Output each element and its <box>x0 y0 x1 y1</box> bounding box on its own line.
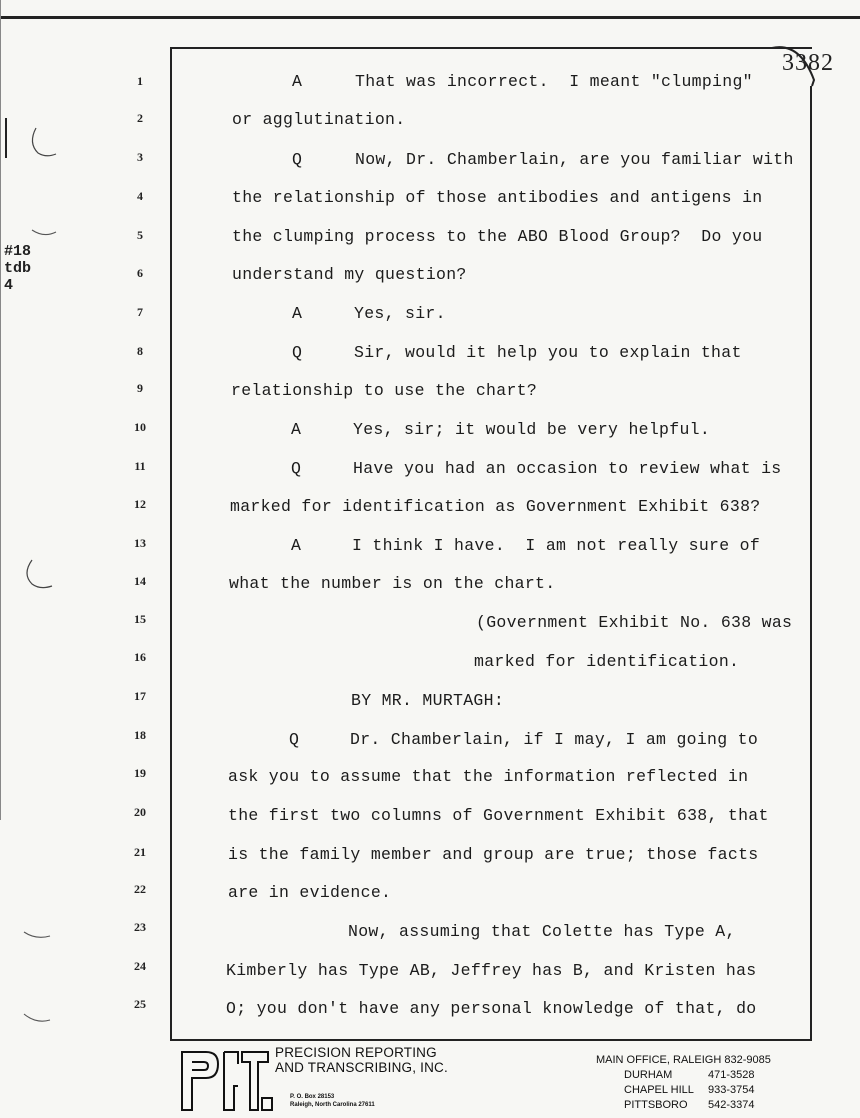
office-phone: 542-3374 <box>708 1099 755 1111</box>
office-name: CHAPEL HILL <box>624 1084 694 1096</box>
punch-mark-lower <box>20 922 60 942</box>
line-number: 10 <box>134 420 146 434</box>
punch-mark-middle <box>18 552 68 602</box>
transcript-line: Have you had an occasion to review what is <box>353 459 782 478</box>
line-number: 6 <box>137 266 143 280</box>
office-phone: 933-3754 <box>708 1084 755 1096</box>
transcript-line: Yes, sir. <box>354 304 446 323</box>
page-number: 3382 <box>782 50 834 76</box>
transcript-line: BY MR. MURTAGH: <box>351 691 505 710</box>
margin-note-line: #18 <box>4 243 32 260</box>
address-line: Raleigh, North Carolina 27611 <box>290 1102 375 1108</box>
left-edge-rule <box>0 0 1 820</box>
line-number: 1 <box>137 74 143 88</box>
line-number: 9 <box>137 381 143 395</box>
speaker-label: A <box>292 304 302 323</box>
transcript-line: ask you to assume that the information reflected in <box>228 767 749 786</box>
line-number: 2 <box>137 111 143 125</box>
line-number: 15 <box>134 612 146 626</box>
company-address <box>290 1093 375 1109</box>
office-row <box>596 1083 771 1098</box>
line-number: 25 <box>134 997 146 1011</box>
line-number: 23 <box>134 920 146 934</box>
speaker-label: A <box>291 420 301 439</box>
margin-note-line: tdb <box>4 260 32 277</box>
transcript-line: marked for identification. <box>474 652 740 671</box>
line-number: 24 <box>134 959 146 973</box>
line-number: 19 <box>134 766 146 780</box>
margin-note <box>4 243 31 294</box>
speaker-label: Q <box>291 459 301 478</box>
transcript-line: the first two columns of Government Exhibit 638, that <box>228 806 769 825</box>
left-margin-mark <box>5 118 7 158</box>
transcript-line: Sir, would it help you to explain that <box>354 343 742 362</box>
address-line: P. O. Box 28153 <box>290 1094 335 1100</box>
company-name <box>275 1045 448 1075</box>
punch-mark-top <box>18 118 68 168</box>
transcript-line: O; you don't have any personal knowledge of that, do <box>226 999 757 1018</box>
line-number: 17 <box>134 689 146 703</box>
transcript-line: are in evidence. <box>228 883 392 902</box>
office-row <box>596 1098 771 1113</box>
speaker-label: A <box>292 72 302 91</box>
line-number: 22 <box>134 882 146 896</box>
line-number: 7 <box>137 305 143 319</box>
transcript-line: (Government Exhibit No. 638 was <box>476 613 793 632</box>
office-row <box>596 1068 771 1083</box>
speaker-label: A <box>291 536 301 555</box>
line-number: 4 <box>137 189 143 203</box>
transcript-line: the relationship of those antibodies and antigens in <box>232 188 763 207</box>
line-number: 16 <box>134 650 146 664</box>
transcript-line: I think I have. I am not really sure of <box>352 536 761 555</box>
transcript-line: Kimberly has Type AB, Jeffrey has B, and Kristen has <box>226 961 757 980</box>
transcript-line: understand my question? <box>232 265 467 284</box>
office-name: PITTSBORO <box>624 1099 688 1111</box>
line-number: 3 <box>137 150 143 164</box>
transcript-line: relationship to use the chart? <box>231 381 538 400</box>
punch-mark-note <box>26 222 66 242</box>
line-number: 12 <box>134 497 146 511</box>
line-number: 11 <box>134 459 146 473</box>
line-number: 13 <box>134 536 146 550</box>
company-name-line: AND TRANSCRIBING, INC. <box>275 1060 448 1075</box>
transcript-line: Now, Dr. Chamberlain, are you familiar with <box>355 150 794 169</box>
office-directory <box>596 1053 771 1113</box>
line-number: 18 <box>134 728 146 742</box>
office-name: DURHAM <box>624 1069 673 1081</box>
office-phone: 471-3528 <box>708 1069 755 1081</box>
transcript-line: what the number is on the chart. <box>229 574 556 593</box>
transcript-line: Yes, sir; it would be very helpful. <box>353 420 711 439</box>
line-number: 5 <box>137 228 143 242</box>
transcript-line: is the family member and group are true; those facts <box>228 845 759 864</box>
transcript-line: Dr. Chamberlain, if I may, I am going to <box>350 730 759 749</box>
speaker-label: Q <box>292 150 302 169</box>
line-number: 8 <box>137 344 143 358</box>
line-number: 21 <box>134 845 146 859</box>
transcript-line: marked for identification as Government Exhibit 638? <box>230 497 761 516</box>
speaker-label: Q <box>292 343 302 362</box>
company-name-line: PRECISION REPORTING <box>275 1045 437 1060</box>
frame-right-edge <box>810 86 812 1039</box>
line-number: 20 <box>134 805 146 819</box>
speaker-label: Q <box>289 730 299 749</box>
top-rule <box>0 16 860 19</box>
transcript-line: That was incorrect. I meant "clumping" <box>355 72 753 91</box>
transcript-line: the clumping process to the ABO Blood Group? Do you <box>232 227 763 246</box>
transcript-line: or agglutination. <box>232 110 406 129</box>
main-office: MAIN OFFICE, RALEIGH 832-9085 <box>596 1054 771 1066</box>
margin-note-line: 4 <box>4 277 14 294</box>
punch-mark-bottom <box>20 1008 60 1028</box>
line-number: 14 <box>134 574 146 588</box>
company-logo-icon <box>176 1046 274 1112</box>
transcript-line: Now, assuming that Colette has Type A, <box>348 922 736 941</box>
